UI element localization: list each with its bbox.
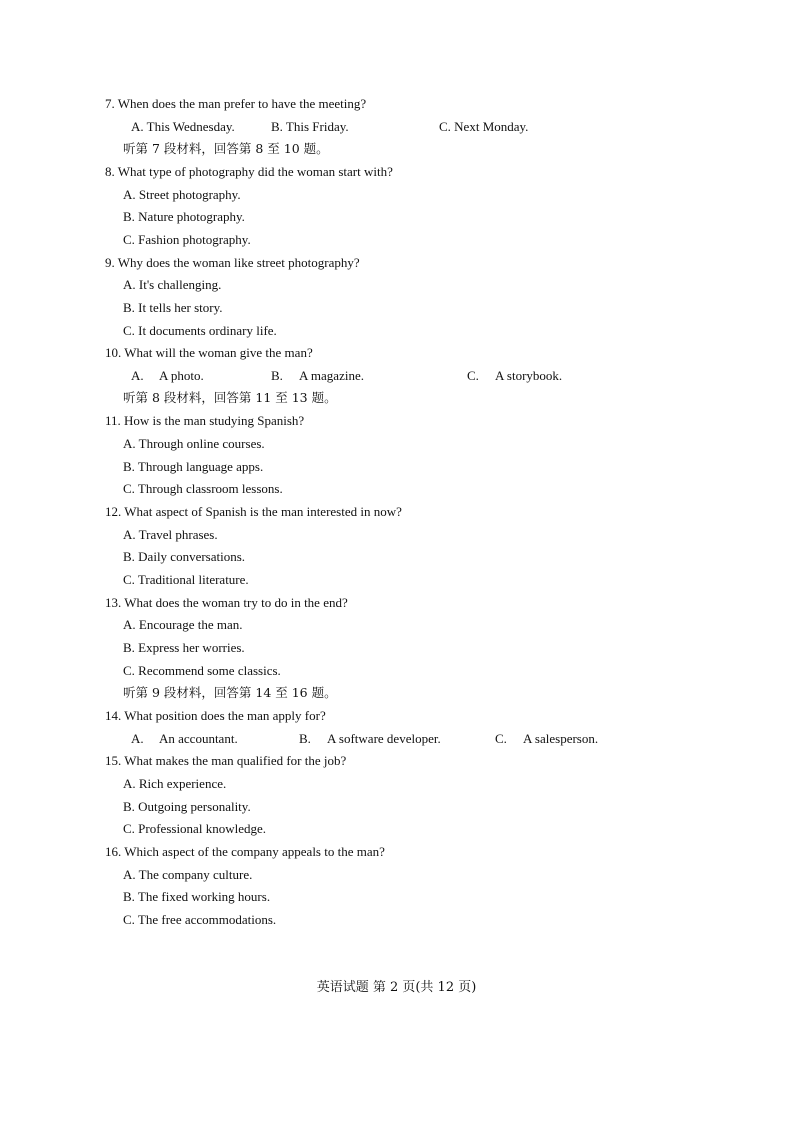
option-7a: A. This Wednesday. [131, 119, 235, 134]
option-14a-letter: A. [131, 731, 144, 746]
option-14c-letter: C. [495, 731, 507, 746]
option-14b: A software developer. [327, 731, 441, 746]
option-13a: A. Encourage the man. [123, 617, 243, 632]
option-9b: B. It tells her story. [123, 300, 223, 315]
option-8b: B. Nature photography. [123, 209, 245, 224]
option-9a: A. It's challenging. [123, 277, 222, 292]
question-14-options [0, 731, 793, 747]
question-8: 8. What type of photography did the woman start with? [105, 164, 393, 179]
option-15c: C. Professional knowledge. [123, 821, 266, 836]
option-13b: B. Express her worries. [123, 640, 245, 655]
question-7: 7. When does the man prefer to have the meeting? [105, 96, 367, 111]
option-10a: A photo. [159, 368, 204, 383]
option-7b: B. This Friday. [271, 119, 349, 134]
question-16: 16. Which aspect of the company appeals to the man? [105, 844, 385, 859]
question-10-options [0, 368, 793, 384]
option-7c: C. Next Monday. [439, 119, 529, 134]
option-8a: A. Street photography. [123, 187, 241, 202]
question-14: 14. What position does the man apply for? [105, 708, 326, 723]
option-11c: C. Through classroom lessons. [123, 481, 283, 496]
option-13c: C. Recommend some classics. [123, 663, 281, 678]
option-10c: A storybook. [495, 368, 563, 383]
option-12b: B. Daily conversations. [123, 549, 246, 564]
section-instruction-9: 听第 9 段材料，回答第 14 至 16 题。 [123, 685, 337, 700]
option-16a: A. The company culture. [123, 867, 253, 882]
question-10: 10. What will the woman give the man? [105, 345, 313, 360]
option-12a: A. Travel phrases. [123, 527, 218, 542]
page-footer: 英语试题 第 2 页(共 12 页) [316, 980, 477, 995]
section-instruction-7: 听第 7 段材料，回答第 8 至 10 题。 [123, 141, 329, 156]
option-11b: B. Through language apps. [123, 459, 264, 474]
option-10c-letter: C. [467, 368, 479, 383]
option-10a-letter: A. [131, 368, 144, 383]
option-14a: An accountant. [159, 731, 238, 746]
question-11: 11. How is the man studying Spanish? [105, 413, 305, 428]
option-9c: C. It documents ordinary life. [123, 323, 277, 338]
section-instruction-8: 听第 8 段材料，回答第 11 至 13 题。 [123, 390, 337, 405]
option-16c: C. The free accommodations. [123, 912, 277, 927]
question-13: 13. What does the woman try to do in the end? [105, 595, 348, 610]
option-14c: A salesperson. [523, 731, 599, 746]
option-10b: A magazine. [299, 368, 364, 383]
question-15: 15. What makes the man qualified for the job? [105, 753, 347, 768]
option-16b: B. The fixed working hours. [123, 889, 271, 904]
option-15a: A. Rich experience. [123, 776, 227, 791]
option-8c: C. Fashion photography. [123, 232, 251, 247]
option-12c: C. Traditional literature. [123, 572, 249, 587]
question-7-options [0, 119, 793, 135]
question-9: 9. Why does the woman like street photography? [105, 255, 360, 270]
option-14b-letter: B. [299, 731, 311, 746]
option-11a: A. Through online courses. [123, 436, 265, 451]
question-12: 12. What aspect of Spanish is the man interested in now? [105, 504, 402, 519]
option-10b-letter: B. [271, 368, 283, 383]
option-15b: B. Outgoing personality. [123, 799, 251, 814]
